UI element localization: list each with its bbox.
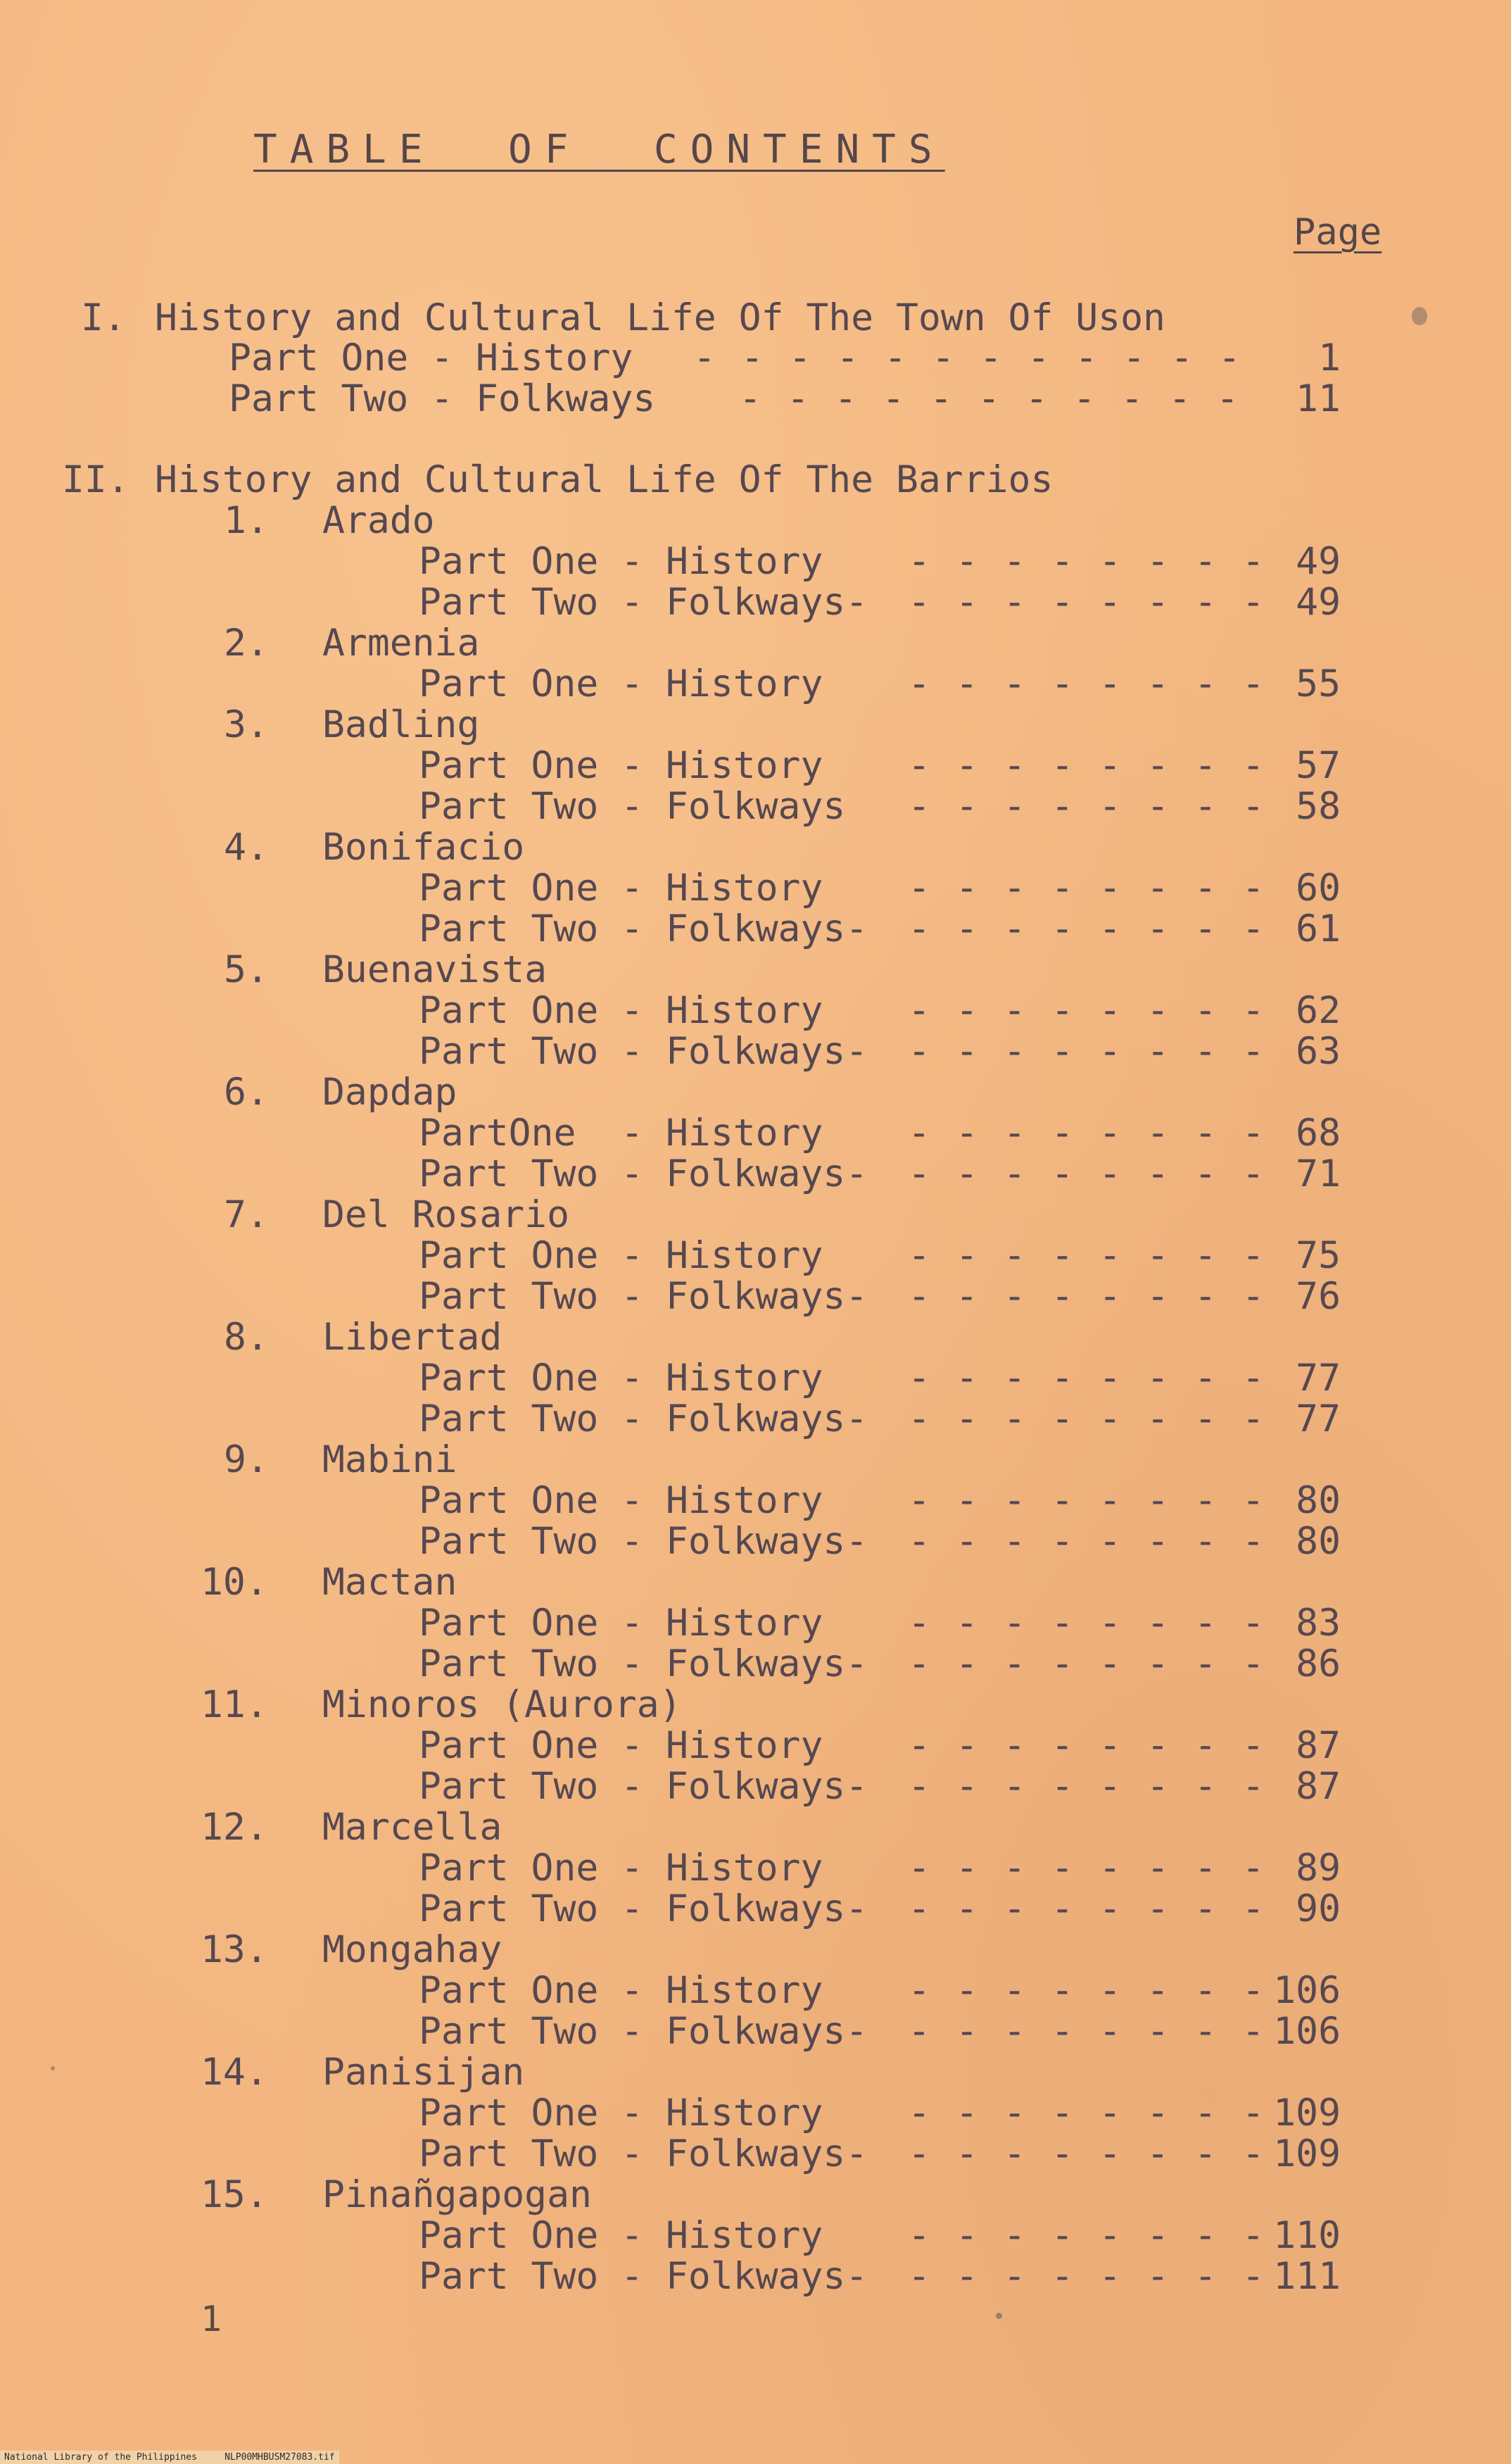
toc-entry-page: 86 [1296, 1642, 1341, 1685]
barrio-name: Libertad [322, 1316, 502, 1359]
ink-speck [996, 2313, 1002, 2319]
toc-entry-leader: - - - - - - - - [908, 1275, 1266, 1318]
toc-entry-leader: - - - - - - - - - - - [739, 377, 1241, 420]
toc-entry-label: Part Two - Folkways- [419, 1152, 868, 1195]
toc-entry-page: 87 [1296, 1724, 1341, 1767]
barrio-number: 15. [201, 2173, 268, 2216]
toc-entry-label: Part Two - Folkways [229, 377, 656, 420]
toc-entry-page: 80 [1296, 1479, 1341, 1522]
toc-entry-page: 71 [1296, 1152, 1341, 1195]
toc-entry-leader: - - - - - - - - [908, 907, 1266, 950]
toc-entry-label: Part Two - Folkways- [419, 1397, 868, 1440]
toc-entry-leader: - - - - - - - - [908, 2132, 1266, 2175]
toc-entry-page: 111 [1273, 2255, 1341, 2298]
barrio-name: Bonifacio [322, 826, 525, 869]
barrio-name: Mabini [322, 1438, 457, 1481]
toc-entry-leader: - - - - - - - - [908, 1479, 1266, 1522]
toc-entry-label: Part Two - Folkways- [419, 1030, 868, 1073]
toc-entry-label: Part One - History [419, 1234, 823, 1277]
toc-entry-leader: - - - - - - - - [908, 1847, 1266, 1890]
toc-entry-label: Part One - History [419, 662, 823, 705]
barrio-name: Mongahay [322, 1928, 502, 1971]
toc-entry-leader: - - - - - - - - [908, 1724, 1266, 1767]
toc-entry-page: 76 [1296, 1275, 1341, 1318]
toc-entry-label: Part One - History [419, 867, 823, 910]
toc-entry-label: Part Two - Folkways- [419, 2132, 868, 2175]
toc-entry-leader: - - - - - - - - [908, 2255, 1266, 2298]
toc-entry-page: 55 [1296, 662, 1341, 705]
toc-entry-leader: - - - - - - - - [908, 1887, 1266, 1930]
toc-entry-label: Part Two - Folkways- [419, 1275, 868, 1318]
toc-entry-label: Part Two - Folkways- [419, 907, 868, 950]
toc-entry-label: Part Two - Folkways- [419, 1642, 868, 1685]
toc-entry-label: Part Two - Folkways- [419, 581, 868, 624]
toc-entry-page: 60 [1296, 867, 1341, 910]
toc-entry-label: Part Two - Folkways [419, 785, 846, 828]
toc-entry-page: 80 [1296, 1520, 1341, 1563]
barrio-number: 12. [201, 1806, 268, 1849]
barrio-name: Dapdap [322, 1071, 457, 1114]
barrio-number: 8. [224, 1316, 269, 1359]
toc-entry-page: 49 [1296, 540, 1341, 583]
barrio-name: Del Rosario [322, 1193, 569, 1236]
toc-entry-page: 62 [1296, 989, 1341, 1032]
toc-entry-leader: - - - - - - - - [908, 1234, 1266, 1277]
barrio-name: Panisijan [322, 2051, 525, 2094]
toc-entry-leader: - - - - - - - - [908, 1397, 1266, 1440]
archive-caption: National Library of the Philippines NLP00MHBUSM27083.tif [0, 2451, 339, 2464]
section-ii-numeral: II. [62, 458, 129, 501]
barrio-number: 13. [201, 1928, 268, 1971]
toc-entry-page: 83 [1296, 1602, 1341, 1645]
toc-entry-leader: - - - - - - - - [908, 662, 1266, 705]
toc-entry-leader: - - - - - - - - [908, 1112, 1266, 1155]
toc-entry-label: Part One - History [419, 1969, 823, 2012]
toc-entry-page: 110 [1273, 2214, 1341, 2257]
toc-entry-leader: - - - - - - - - - - - - [693, 337, 1242, 379]
toc-entry-leader: - - - - - - - - [908, 1765, 1266, 1808]
toc-entry-leader: - - - - - - - - [908, 540, 1266, 583]
toc-entry-page: 58 [1296, 785, 1341, 828]
barrio-number: 6. [224, 1071, 269, 1114]
toc-entry-leader: - - - - - - - - [908, 1602, 1266, 1645]
toc-entry-label: Part Two - Folkways- [419, 2010, 868, 2053]
barrio-number: 4. [224, 826, 269, 869]
toc-entry-leader: - - - - - - - - [908, 785, 1266, 828]
toc-entry-page: 61 [1296, 907, 1341, 950]
toc-entry-label: Part One - History [419, 2214, 823, 2257]
barrio-name: Marcella [322, 1806, 502, 1849]
barrio-number: 9. [224, 1438, 269, 1481]
toc-entry-label: Part One - History [419, 989, 823, 1032]
section-i-numeral: I. [81, 296, 126, 339]
barrio-name: Badling [322, 703, 480, 746]
toc-entry-label: Part One - History [419, 2092, 823, 2135]
toc-entry-page: 77 [1296, 1397, 1341, 1440]
toc-entry-page: 109 [1273, 2092, 1341, 2135]
barrio-name: Pinañgapogan [322, 2173, 592, 2216]
barrio-number: 1. [224, 499, 269, 542]
toc-entry-page: 75 [1296, 1234, 1341, 1277]
toc-entry-page: 63 [1296, 1030, 1341, 1073]
toc-entry-page: 109 [1273, 2132, 1341, 2175]
toc-entry-leader: - - - - - - - - [908, 2214, 1266, 2257]
toc-entry-page: 68 [1296, 1112, 1341, 1155]
barrio-number: 3. [224, 703, 269, 746]
toc-entry-label: Part One - History [419, 540, 823, 583]
toc-entry-leader: - - - - - - - - [908, 1642, 1266, 1685]
barrio-name: Buenavista [322, 948, 548, 991]
barrio-name: Armenia [322, 622, 480, 665]
toc-entry-leader: - - - - - - - - [908, 1357, 1266, 1400]
toc-entry-label: Part One - History [419, 1357, 823, 1400]
section-i-heading: History and Cultural Life Of The Town Of Uson [155, 296, 1165, 339]
barrio-number: 2. [224, 622, 269, 665]
barrio-name: Minoros (Aurora) [322, 1683, 682, 1726]
toc-entry-label: Part One - History [419, 1847, 823, 1890]
toc-entry-label: Part Two - Folkways- [419, 1887, 868, 1930]
toc-entry-label: Part One - History [229, 337, 633, 379]
barrio-name: Mactan [322, 1561, 457, 1604]
toc-entry-leader: - - - - - - - - [908, 1969, 1266, 2012]
toc-entry-leader: - - - - - - - - [908, 2010, 1266, 2053]
toc-entry-label: Part Two - Folkways- [419, 2255, 868, 2298]
toc-entry-page: 11 [1296, 377, 1341, 420]
toc-entry-page: 57 [1296, 744, 1341, 787]
barrio-number: 14. [201, 2051, 268, 2094]
toc-entry-page: 89 [1296, 1847, 1341, 1890]
toc-entry-label: Part One - History [419, 744, 823, 787]
barrio-number: 7. [224, 1193, 269, 1236]
ink-speck [1412, 307, 1427, 325]
barrio-name: Arado [322, 499, 435, 542]
toc-entry-page: 90 [1296, 1887, 1341, 1930]
toc-entry-page: 87 [1296, 1765, 1341, 1808]
toc-entry-leader: - - - - - - - - [908, 867, 1266, 910]
ink-speck [51, 2066, 55, 2070]
toc-entry-page: 77 [1296, 1357, 1341, 1400]
toc-entry-label: Part One - History [419, 1602, 823, 1645]
toc-entry-page: 49 [1296, 581, 1341, 624]
page-column-header: Page [1294, 211, 1382, 253]
toc-entry-leader: - - - - - - - - [908, 744, 1266, 787]
toc-entry-leader: - - - - - - - - [908, 1152, 1266, 1195]
toc-entry-label: PartOne - History [419, 1112, 823, 1155]
toc-entry-leader: - - - - - - - - [908, 2092, 1266, 2135]
toc-entry-leader: - - - - - - - - [908, 989, 1266, 1032]
footer-page-number: 1 [201, 2299, 222, 2339]
toc-entry-page: 1 [1318, 337, 1341, 379]
toc-entry-page: 106 [1273, 1969, 1341, 2012]
barrio-number: 11. [201, 1683, 268, 1726]
toc-entry-label: Part One - History [419, 1724, 823, 1767]
toc-entry-label: Part One - History [419, 1479, 823, 1522]
toc-entry-leader: - - - - - - - - [908, 1520, 1266, 1563]
barrio-number: 10. [201, 1561, 268, 1604]
toc-entry-leader: - - - - - - - - [908, 1030, 1266, 1073]
toc-entry-label: Part Two - Folkways- [419, 1765, 868, 1808]
toc-entry-page: 106 [1273, 2010, 1341, 2053]
barrio-number: 5. [224, 948, 269, 991]
section-ii-heading: History and Cultural Life Of The Barrios [155, 458, 1054, 501]
toc-entry-label: Part Two - Folkways- [419, 1520, 868, 1563]
toc-entry-leader: - - - - - - - - [908, 581, 1266, 624]
page-title: TABLE OF CONTENTS [253, 127, 945, 172]
